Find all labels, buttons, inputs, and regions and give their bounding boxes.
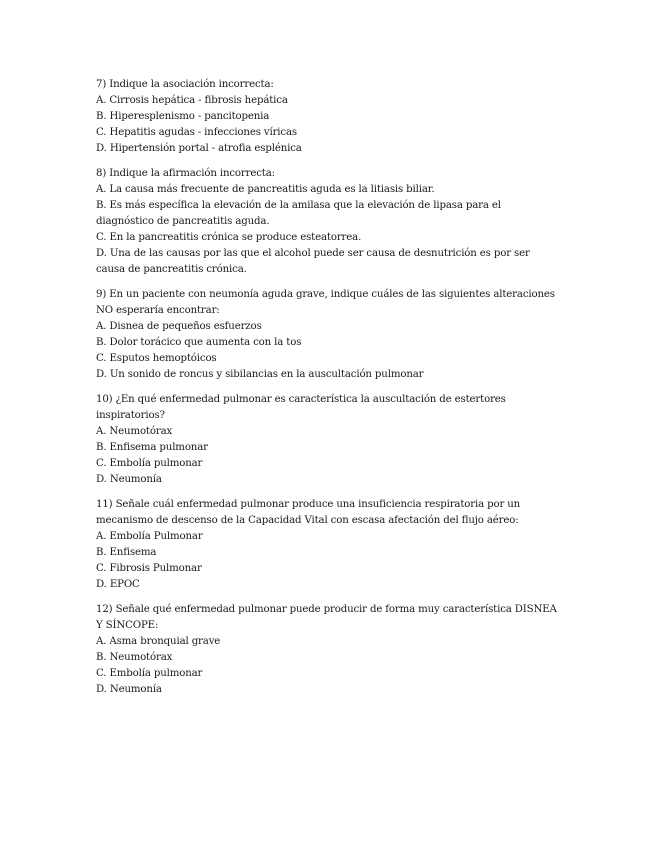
option-b: B. Enfisema pulmonar xyxy=(96,442,208,453)
option-b: B. Es más específica la elevación de la amilasa que la elevación de lipasa para el diagnóstico de pancreatitis aguda. xyxy=(96,200,501,227)
option-d: D. Neumonía xyxy=(96,474,162,485)
question-11 xyxy=(96,497,558,593)
option-b: B. Hiperesplenismo - pancitopenia xyxy=(96,111,270,122)
option-d: D. EPOC xyxy=(96,579,140,590)
option-c: C. Fibrosis Pulmonar xyxy=(96,563,202,574)
option-b: B. Enfisema xyxy=(96,547,157,558)
question-text: 12) Señale qué enfermedad pulmonar puede producir de forma muy característica DISNEA Y SÍNCOPE: xyxy=(96,604,557,631)
question-9 xyxy=(96,287,558,383)
question-text: 8) Indique la afirmación incorrecta: xyxy=(96,168,275,179)
option-a: A. Disnea de pequeños esfuerzos xyxy=(96,321,262,332)
question-12 xyxy=(96,602,558,698)
question-8 xyxy=(96,166,558,278)
option-a: A. Embolía Pulmonar xyxy=(96,531,203,542)
option-a: A. La causa más frecuente de pancreatitis aguda es la litiasis biliar. xyxy=(96,184,435,195)
question-10 xyxy=(96,392,558,488)
option-b: B. Dolor torácico que aumenta con la tos xyxy=(96,337,302,348)
question-text: 9) En un paciente con neumonía aguda grave, indique cuáles de las siguientes alteraciones NO esperaría encontrar: xyxy=(96,289,555,316)
question-text: 10) ¿En qué enfermedad pulmonar es característica la auscultación de estertores inspiratorios? xyxy=(96,394,506,421)
option-a: A. Asma bronquial grave xyxy=(96,636,221,647)
option-d: D. Hipertensión portal - atrofia esplénica xyxy=(96,143,302,154)
option-a: A. Cirrosis hepática - fibrosis hepática xyxy=(96,95,288,106)
question-7 xyxy=(96,77,558,157)
option-c: C. Embolía pulmonar xyxy=(96,458,203,469)
option-d: D. Neumonía xyxy=(96,684,162,695)
option-d: D. Un sonido de roncus y sibilancias en la auscultación pulmonar xyxy=(96,369,424,380)
option-c: C. Esputos hemoptóicos xyxy=(96,353,217,364)
question-list xyxy=(96,77,558,707)
question-text: 7) Indique la asociación incorrecta: xyxy=(96,79,274,90)
option-c: C. Embolía pulmonar xyxy=(96,668,203,679)
option-c: C. Hepatitis agudas - infecciones víricas xyxy=(96,127,297,138)
option-c: C. En la pancreatitis crónica se produce esteatorrea. xyxy=(96,232,362,243)
question-text: 11) Señale cuál enfermedad pulmonar produce una insuficiencia respiratoria por un mecanismo de descenso de la Capacidad Vital con escasa afectación del flujo aéreo: xyxy=(96,499,521,526)
option-b: B. Neumotórax xyxy=(96,652,173,663)
option-d: D. Una de las causas por las que el alcohol puede ser causa de desnutrición es por ser causa de pancreatitis crónica. xyxy=(96,248,530,275)
option-a: A. Neumotórax xyxy=(96,426,173,437)
